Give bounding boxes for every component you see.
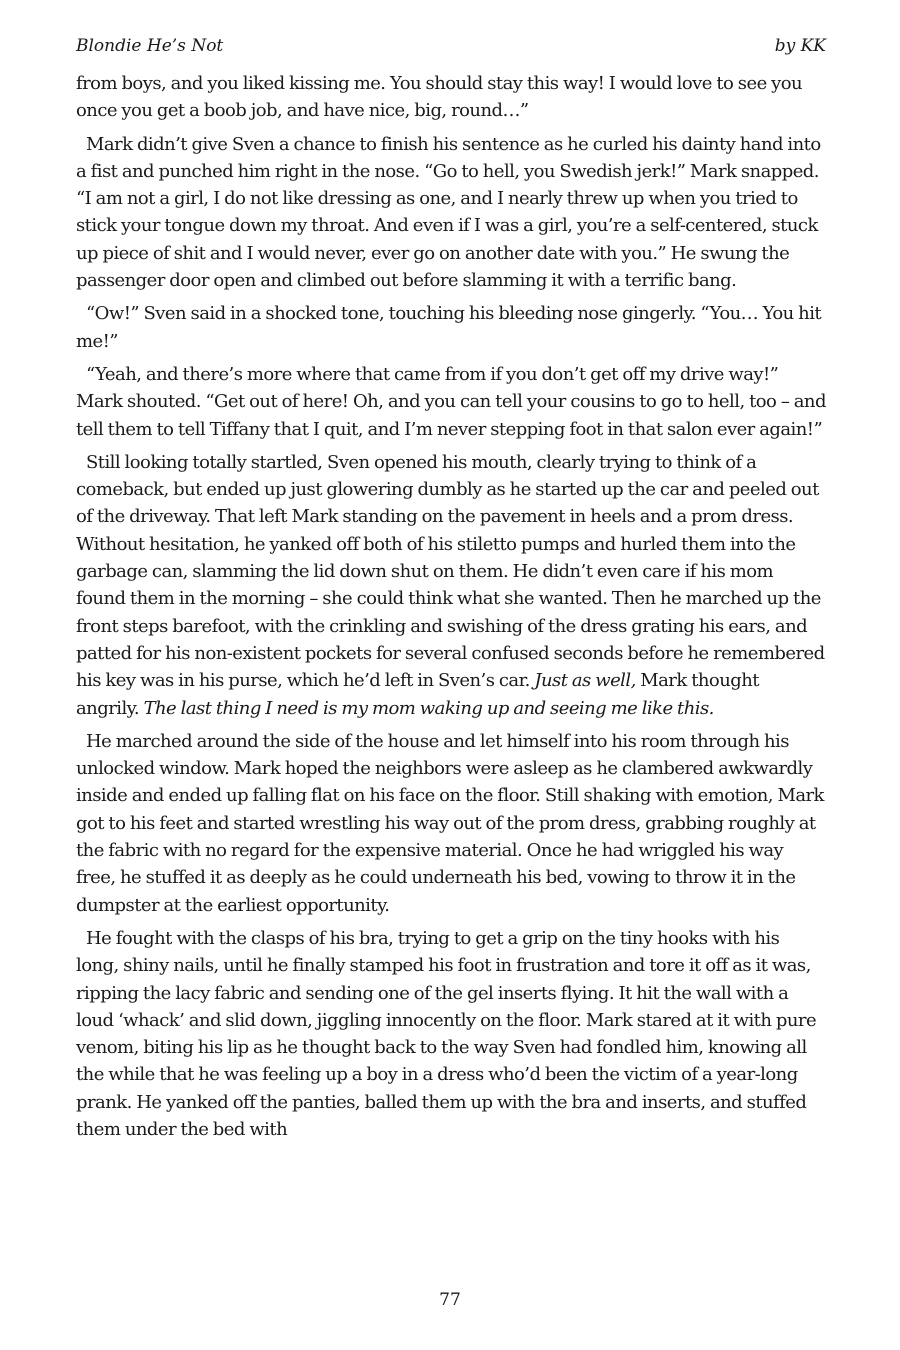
paragraph: He marched around the side of the house and let himself into his room through his unlocked window. Mark hoped the neighbors were asleep as he clambered awkwardly inside and ended up falling flat on his face on the floor. Still shaking with emotion, Mark got to his feet and started wrestling his way out of the prom dress, grabbing roughly at the fabric with no regard for the expensive material. Once he had wriggled his way free, he stuffed it as deeply as he could underneath his bed, vowing to throw it in the dumpster at the earliest opportunity. bbox=[76, 730, 824, 916]
running-author: by KK bbox=[774, 36, 826, 56]
running-header bbox=[76, 36, 826, 56]
paragraph: from boys, and you liked kissing me. You should stay this way! I would love to see you once you get a boob job, and have nice, big, round…” bbox=[76, 73, 803, 122]
italic-thought: The last thing I need is my mom waking up and seeing me like this. bbox=[143, 697, 714, 719]
paragraph bbox=[76, 449, 826, 722]
paragraph: Mark didn’t give Sven a chance to finish his sentence as he curled his dainty hand into a fist and punched him right in the nose. “Go to hell, you Swedish jerk!” Mark snapped. “I am not a girl, I do not like dressing as one, and I nearly threw up when you tried to stick your tongue down my throat. And even if I was a girl, you’re a self-centered, stuck up piece of shit and I would never, ever go on another date with you.” He swung the passenger door open and climbed out before slamming it with a terrific bang. bbox=[76, 133, 821, 292]
running-title: Blondie He’s Not bbox=[76, 36, 224, 56]
paragraph-text: Mark thought angrily. bbox=[76, 670, 759, 719]
paragraph: “Yeah, and there’s more where that came from if you don’t get off my drive way!” Mark shouted. “Get out of here! Oh, and you can tell your cousins to go to hell, too – and tell them to tell Tiffany that I quit, and I’m never stepping foot in that salon ever again!” bbox=[76, 363, 826, 440]
paragraph-text: Still looking totally startled, Sven opened his mouth, clearly trying to think of a comeback, but ended up just glowering dumbly as he started up the car and peeled out of the driveway. That left Mark standing on the pavement in heels and a prom dress. Without hesitation, he yanked off both of his stiletto pumps and hurled them into the garbage can, slamming the lid down shut on them. He didn’t even care if his mom found them in the morning – she could think what she wanted. Then he marched up the front steps barefoot, with the crinkling and swishing of the dress grating his ears, and patted for his non-existent pockets for several confused seconds before he remembered his key was in his purse, which he’d left in Sven’s car. bbox=[76, 451, 825, 692]
paragraph: “Ow!” Sven said in a shocked tone, touching his bleeding nose gingerly. “You… You hit me!” bbox=[76, 303, 822, 352]
page-number: 77 bbox=[439, 1290, 461, 1310]
body-text bbox=[76, 70, 826, 1149]
italic-thought: Just as well, bbox=[534, 670, 636, 692]
paragraph: He fought with the clasps of his bra, trying to get a grip on the tiny hooks with his long, shiny nails, until he finally stamped his foot in frustration and tore it off as it was, ripping the lacy fabric and sending one of the gel inserts flying. It hit the wall with a loud ‘whack’ and slid down, jiggling innocently on the floor. Mark stared at it with pure venom, biting his lip as he thought back to the way Sven had fondled him, knowing all the while that he was feeling up a boy in a dress who’d been the victim of a year-long prank. He yanked off the panties, balled them up with the bra and inserts, and stuffed them under the bed with bbox=[76, 927, 817, 1140]
